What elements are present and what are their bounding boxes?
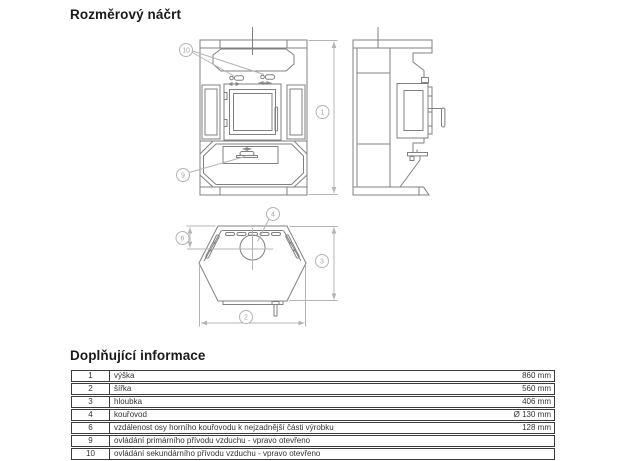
table-row [71,383,555,395]
door-hinge-top [224,93,227,100]
body-sides [200,48,307,187]
dim3-extensions [290,227,338,301]
row-label: hloubka [114,397,143,406]
row-label: kouřovod [114,410,147,419]
door-side [397,84,445,139]
row-value: 860 mm [522,371,551,380]
air-control-right [259,75,275,83]
row-number: 9 [72,436,110,446]
callout-9-label: 9 [181,172,185,180]
page-title: Rozměrový náčrt [70,7,182,22]
upper-octagon [213,49,294,71]
row-value: Ø 130 mm [513,410,551,419]
table-row [71,370,555,382]
side-view [353,27,445,195]
row-number: 4 [72,410,110,420]
table-row [71,396,555,408]
hinge-strip [428,87,432,134]
back-column [353,48,390,187]
top-plate [200,40,307,48]
row-value: 406 mm [522,397,551,406]
row-value: 128 mm [522,423,551,432]
column-dividers [357,73,390,144]
front-profile-top [413,48,432,77]
air-control-left [228,76,244,84]
row-number: 2 [72,384,110,394]
callout-4 [267,208,280,221]
callout-10 [180,44,193,57]
row-label: ovládání primárního přívodu vzduchu - vpravo otevřeno [114,436,311,445]
tile-panel-left [202,85,220,139]
base-plinth-side [353,187,429,195]
callout-3-label: 3 [320,258,324,266]
callout-2 [240,311,253,324]
table-row [71,435,555,447]
table-row [71,409,555,421]
base-ticks [220,187,287,195]
row-number: 6 [72,423,110,433]
callout-9 [177,169,190,182]
stove-door [224,84,281,140]
row-value [551,436,554,446]
row-number: 10 [72,449,110,459]
primary-air-control [237,149,258,158]
front-profile-bottom [413,138,424,152]
door-hinge-bottom [224,120,227,127]
handle-grip [442,108,445,127]
base-plinth [200,187,307,195]
callout-6-label: 6 [180,235,185,243]
handle-pin-top-view [272,302,279,317]
callout-bubbles [176,44,329,324]
callout-4-label: 4 [271,211,275,219]
damper-box [422,78,429,83]
top-plate-side [353,40,432,48]
callout-6 [176,232,189,245]
front-view [200,27,307,195]
air-lever-side [408,150,428,161]
info-section-title: Doplňující informace [70,348,206,363]
callout-2-label: 2 [244,314,248,322]
callout-1 [316,106,329,119]
leader-10 [192,51,264,76]
row-number: 1 [72,371,110,381]
table-row [71,448,555,460]
table-row [71,422,555,434]
row-value [551,449,554,459]
row-value: 560 mm [522,384,551,393]
tile-panel-right [287,85,305,139]
top-plate-ticks [220,40,287,48]
leader-9 [189,157,245,173]
callout-1-label: 1 [320,109,325,117]
callout-3 [316,255,329,268]
callout-10-label: 10 [182,47,190,55]
row-number: 3 [72,397,110,407]
row-label: výška [114,371,135,380]
row-label: ovládání sekundárního přívodu vzduchu - vpravo otevřeno [114,449,321,458]
row-label: šířka [114,384,132,393]
row-label: vzdálenost osy horního kouřovodu k nejzadnější části výrobku [114,423,334,432]
info-table [71,370,555,461]
door-handle [275,107,278,131]
